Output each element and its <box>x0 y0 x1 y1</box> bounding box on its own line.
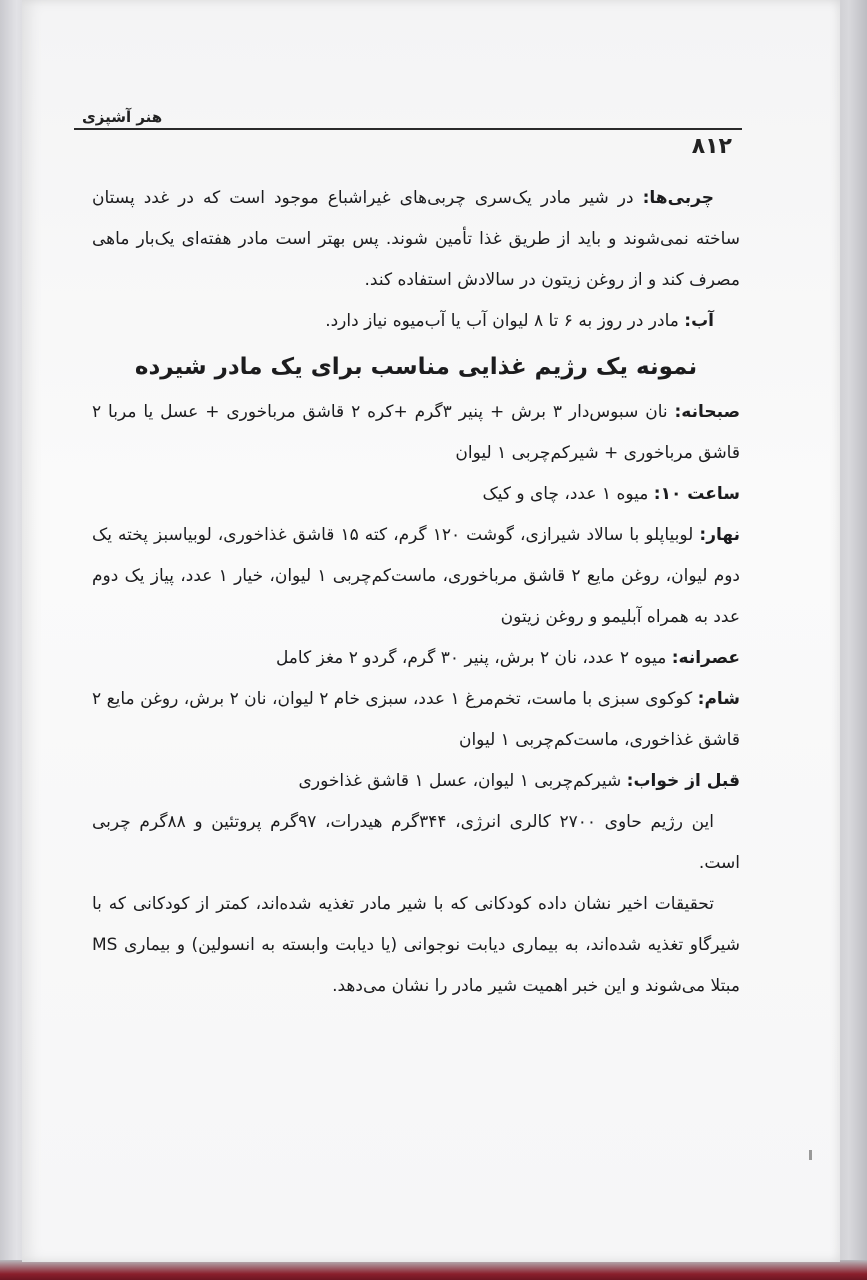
meal-text: میوه ۱ عدد، چای و کیک <box>482 484 654 504</box>
running-title: هنر آشپزی <box>82 108 163 126</box>
page-header <box>74 108 742 164</box>
book-page <box>22 0 840 1262</box>
page-body <box>92 178 740 1007</box>
meal-text: نان سبوس‌دار ۳ برش + پنیر ۳گرم +کره ۲ قاشق مرباخوری + عسل یا مربا ۲ قاشق مرباخوری + شیرکم‌چربی ۱ لیوان <box>92 402 740 463</box>
water-paragraph <box>92 301 740 342</box>
meal-text: لوبیاپلو با سالاد شیرازی، گوشت ۱۲۰ گرم، کته ۱۵ قاشق غذاخوری، لوبیاسبز پخته یک دوم لیوان، روغن مایع ۲ قاشق مرباخوری، ماست‌کم‌چربی ۱ لیوان، خیار ۱ عدد، پیاز یک دوم عدد به همراه آبلیمو و روغن زیتون <box>92 525 741 627</box>
fats-label: چربی‌ها: <box>642 188 714 208</box>
meal-lunch <box>92 515 740 638</box>
header-rule <box>74 128 742 130</box>
meal-label: شام: <box>697 689 741 709</box>
meal-breakfast <box>92 392 740 474</box>
summary-paragraph: این رژیم حاوی ۲۷۰۰ کالری انرژی، ۳۴۴گرم هیدرات، ۹۷گرم پروتئین و ۸۸گرم چربی است. <box>92 812 740 873</box>
book-right-edge <box>837 0 867 1280</box>
fats-paragraph <box>92 178 740 301</box>
meal-snack-10 <box>92 474 740 515</box>
book-cover-edge <box>0 1260 867 1280</box>
meal-bedtime <box>92 761 740 802</box>
meal-text: کوکوی سبزی با ماست، تخم‌مرغ ۱ عدد، سبزی خام ۲ لیوان، نان ۲ برش، روغن مایع ۲ قاشق غذاخوری، ماست‌کم‌چربی ۱ لیوان <box>92 689 740 750</box>
meal-afternoon <box>92 638 740 679</box>
page-number: ۸۱۲ <box>691 134 732 159</box>
fats-text: در شیر مادر یک‌سری چربی‌های غیراشباع موجود است که در غدد پستان ساخته نمی‌شوند و باید از طریق غذا تأمین شوند. پس بهتر است مادر هفته‌ای یک‌بار ماهی مصرف کند و از روغن زیتون در سالادش استفاده کند. <box>92 188 740 290</box>
water-text: مادر در روز به ۶ تا ۸ لیوان آب یا آب‌میوه نیاز دارد. <box>325 311 685 331</box>
water-label: آب: <box>684 311 714 331</box>
meal-label: عصرانه: <box>671 648 740 668</box>
meal-text: شیرکم‌چربی ۱ لیوان، عسل ۱ قاشق غذاخوری <box>298 771 627 791</box>
page-mark <box>809 1150 812 1160</box>
meal-dinner <box>92 679 740 761</box>
section-title: نمونه یک رژیم غذایی مناسب برای یک مادر شیرده <box>134 354 698 380</box>
meal-label: ساعت ۱۰: <box>653 484 740 504</box>
research-paragraph: تحقیقات اخیر نشان داده کودکانی که با شیر مادر تغذیه شده‌اند، کمتر از کودکانی که با شیرگاو تغذیه شده‌اند، به بیماری دیابت نوجوانی (یا دیابت وابسته به انسولین) و بیماری MS مبتلا می‌شوند و این خبر اهمیت شیر مادر را نشان می‌دهد. <box>92 894 740 996</box>
meal-label: نهار: <box>699 525 740 545</box>
meal-label: صبحانه: <box>674 402 740 422</box>
meal-label: قبل از خواب: <box>626 771 740 791</box>
meal-text: میوه ۲ عدد، نان ۲ برش، پنیر ۳۰ گرم، گردو ۲ مغز کامل <box>275 648 672 668</box>
